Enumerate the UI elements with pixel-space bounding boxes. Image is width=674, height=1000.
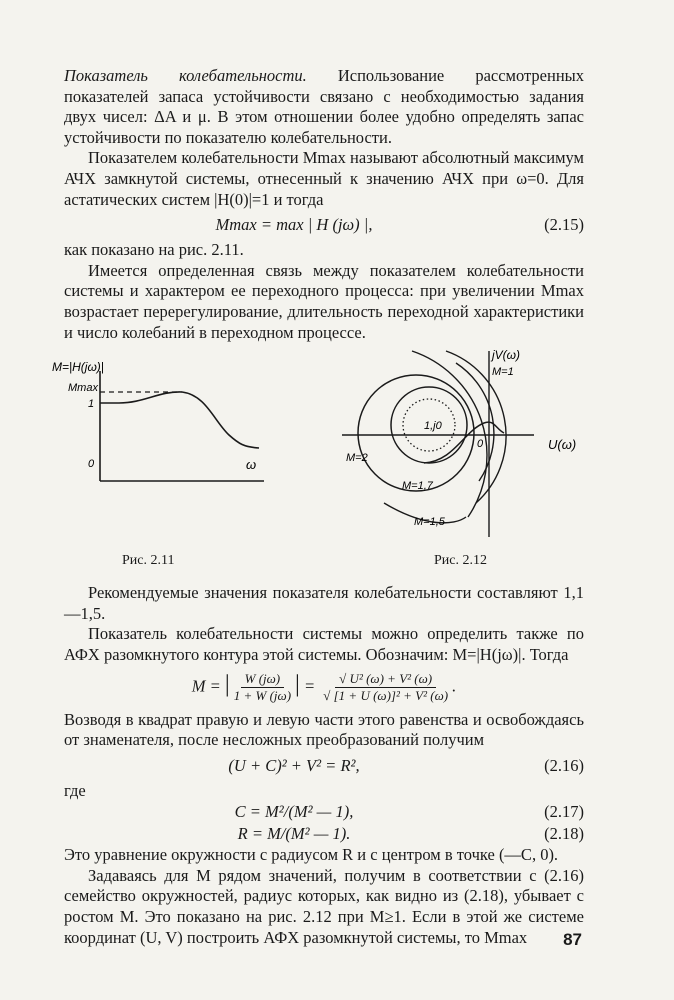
fig211-zero-label: 0 — [88, 458, 95, 471]
fig211-one-label: 1 — [88, 398, 95, 411]
equation-m: M = | $\frac{W (j\omega)}{1 + W (j\omega)}$ | = $\frac{\text{√ U² (ω) + V² (ω)}}{\text{√ [1 + U (ω)]² + V² (ω)}}$ . — [191, 671, 457, 703]
paragraph-7: Возводя в квадрат правую и левую части этого равенства и освобождаясь от знаменателя, после несложных преобразований получим — [64, 709, 584, 750]
paragraph-9: Задаваясь для M рядом значений, получим в соответствии с (2.16) семейство окружностей, радиус которых, как видно из (2.18), убывает с ростом M. Это показано на рис. 2.12 при M≥1. Если в этой же системе координат (U, V) построить АФХ разомкнутой системы, то Mmax — [64, 865, 584, 947]
paragraph-8: Это уравнение окружности с радиусом R и с центром в точке (—C, 0). — [64, 845, 559, 865]
fig211-xlabel: ω — [246, 457, 257, 473]
paragraph-3: как показано на рис. 2.11. — [64, 240, 244, 260]
figures-block — [52, 348, 584, 573]
fig211-caption: Рис. 2.11 — [122, 553, 175, 569]
paragraph-4: Имеется определенная связь между показателем колебательности системы и характером ее переходного процесса: при увеличении Mmax возрастает перерегулирование, длительность переходной характеристики и число колебаний в переходном процессе. — [64, 260, 584, 342]
figure-2-12 — [342, 348, 576, 537]
figures-svg — [52, 348, 584, 573]
where-label: где — [64, 780, 86, 800]
equation-2-18: R = M/(M² — 1). (2.18) — [237, 823, 584, 843]
fig212-ylabel: jV(ω) — [492, 348, 521, 363]
page-content — [52, 66, 584, 948]
equation-2-16: (U + C)² + V² = R², (2.16) — [228, 755, 584, 775]
fig212-circle-m17 — [358, 375, 474, 491]
paragraph-1: Показатель колебательности. Использование рассмотренных показателей запаса устойчивости связано с необходимостью задания двух чисел: ΔA и μ. В этом отношении более удобно определять запас устойчивости по показателю колебательности. — [64, 66, 584, 147]
fig212-m1-label: M=1 — [492, 366, 514, 379]
fig211-curve — [100, 392, 259, 448]
fig211-ylabel: M=|H(jω)| — [52, 360, 104, 375]
equation-2-17: C = M²/(M² — 1), (2.17) — [234, 801, 584, 821]
fig212-m17-label: M=1,7 — [402, 480, 433, 493]
page-number: 87 — [563, 930, 582, 949]
fraction-1: $\frac{W (j\omega)}{1 + W (j\omega)}$ — [233, 671, 292, 703]
paragraph-2: Показателем колебательности Mmax называют абсолютный максимум АЧХ замкнутой системы, отнесенный к значению АЧХ при ω=0. Для астатических систем |H(0)|=1 и тогда — [64, 148, 584, 209]
fig211-mmax-label: Mmax — [68, 382, 98, 395]
figure-2-11 — [52, 360, 264, 481]
term-heading: Показатель колебательности. — [64, 66, 307, 85]
fig212-m15-label: M=1,5 — [414, 516, 445, 529]
fig212-zero-label: 0 — [477, 438, 484, 451]
equation-2-15: Mmax = max | H (jω) |, (2.15) — [215, 215, 584, 235]
fraction-2: $\frac{\text{√ U² (ω) + V² (ω)}}{\text{√ [1 + U (ω)]² + V² (ω)}}$ — [323, 671, 449, 703]
fig212-caption: Рис. 2.12 — [434, 553, 487, 569]
fig212-m2-label: M=2 — [346, 452, 368, 465]
paragraph-5: Рекомендуемые значения показателя колебательности составляют 1,1—1,5. — [64, 583, 584, 623]
fig212-center-label: 1,j0 — [424, 420, 442, 433]
paragraph-6: Показатель колебательности системы можно определить также по АФХ разомкнутого контура этой системы. Обозначим: M=|H(jω)|. Тогда — [64, 624, 584, 664]
fig212-xlabel: U(ω) — [548, 437, 577, 453]
